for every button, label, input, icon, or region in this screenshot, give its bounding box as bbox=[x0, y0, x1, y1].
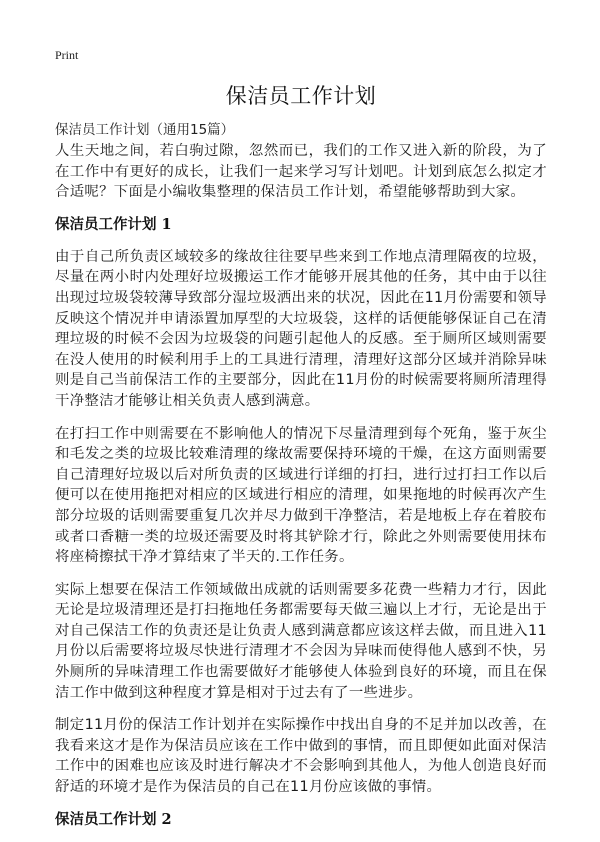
page-title: 保洁员工作计划 bbox=[225, 84, 377, 108]
section-1-paragraph-2: 在打扫工作中则需要在不影响他人的情况下尽量清理到每个死角，鉴于灰尘和毛发之类的垃圾比较难清理的缘故需要保持环境的干燥，在这方面则需要自己清理好垃圾以后对所负责的区域进行详细的打扫，进行过打扫工作以后便可以在使用拖把对相应的区域进行相应的清理，如果拖地的时候再次产生部分垃圾的话则需要重复几次并尽力做到干净整洁，若是地板上存在着胶布或者口香糖一类的垃圾还需要及时将其铲除才行，除此之外则需要使用抹布将座椅擦拭干净才算结束了半天的.工作任务。 bbox=[55, 425, 547, 566]
section-1-paragraph-3: 实际上想要在保洁工作领域做出成就的话则需要多花费一些精力才行，因此无论是垃圾清理还是打扫拖地任务都需要每天做三遍以上才行，无论是出于对自己保洁工作的负责还是让负责人感到满意都应该这样去做，而且进入11月份以后需要将垃圾尽快进行清理才不会因为异味而使得他人感到不快，另外厕所的异味清理工作也需要做好才能够使人体验到良好的环境，而且在保洁工作中做到这种程度才算是相对于过去有了一些进步。 bbox=[55, 581, 547, 701]
section-1-paragraph-1: 由于自己所负责区域较多的缘故往往要早些来到工作地点清理隔夜的垃圾，尽量在两小时内处理好垃圾搬运工作才能够开展其他的任务，其中由于以往出现过垃圾袋较薄导致部分湿垃圾洒出来的状况，因此在11月份需要和领导反映这个情况并申请添置加厚型的大垃圾袋，这样的话便能够保证自己在清理垃圾的时候不会因为垃圾袋的问题引起他人的反感。至于厕所区域则需要在没人使用的时候利用手上的工具进行清理，清理好这部分区域并消除异味则是自己当前保洁工作的主要部分，因此在11月份的时候需要将厕所清理得干净整洁才能够让相关负责人感到满意。 bbox=[55, 248, 547, 409]
print-link[interactable]: Print bbox=[55, 48, 79, 62]
intro-paragraph: 人生天地之间，若白驹过隙，忽然而已，我们的工作又进入新的阶段，为了在工作中有更好的成长，让我们一起来学习写计划吧。计划到底怎么拟定才合适呢？下面是小编收集整理的保洁员工作计划，希望能够帮助到大家。 bbox=[55, 143, 547, 201]
section-1-paragraph-4: 制定11月份的保洁工作计划并在实际操作中找出自身的不足并加以改善，在我看来这才是作为保洁员应该在工作中做到的事情，而且即便如此面对保洁工作中的困难也应该及时进行解决才不会影响到其他人，为他人创造良好而舒适的环境才是作为保洁员的自己在11月份应该做的事情。 bbox=[55, 717, 547, 796]
document-body bbox=[55, 141, 547, 842]
section-heading-1: 保洁员工作计划 1 bbox=[55, 215, 172, 233]
section-heading-2: 保洁员工作计划 2 bbox=[55, 810, 172, 828]
document-subtitle: 保洁员工作计划（通用15篇） bbox=[55, 122, 235, 138]
